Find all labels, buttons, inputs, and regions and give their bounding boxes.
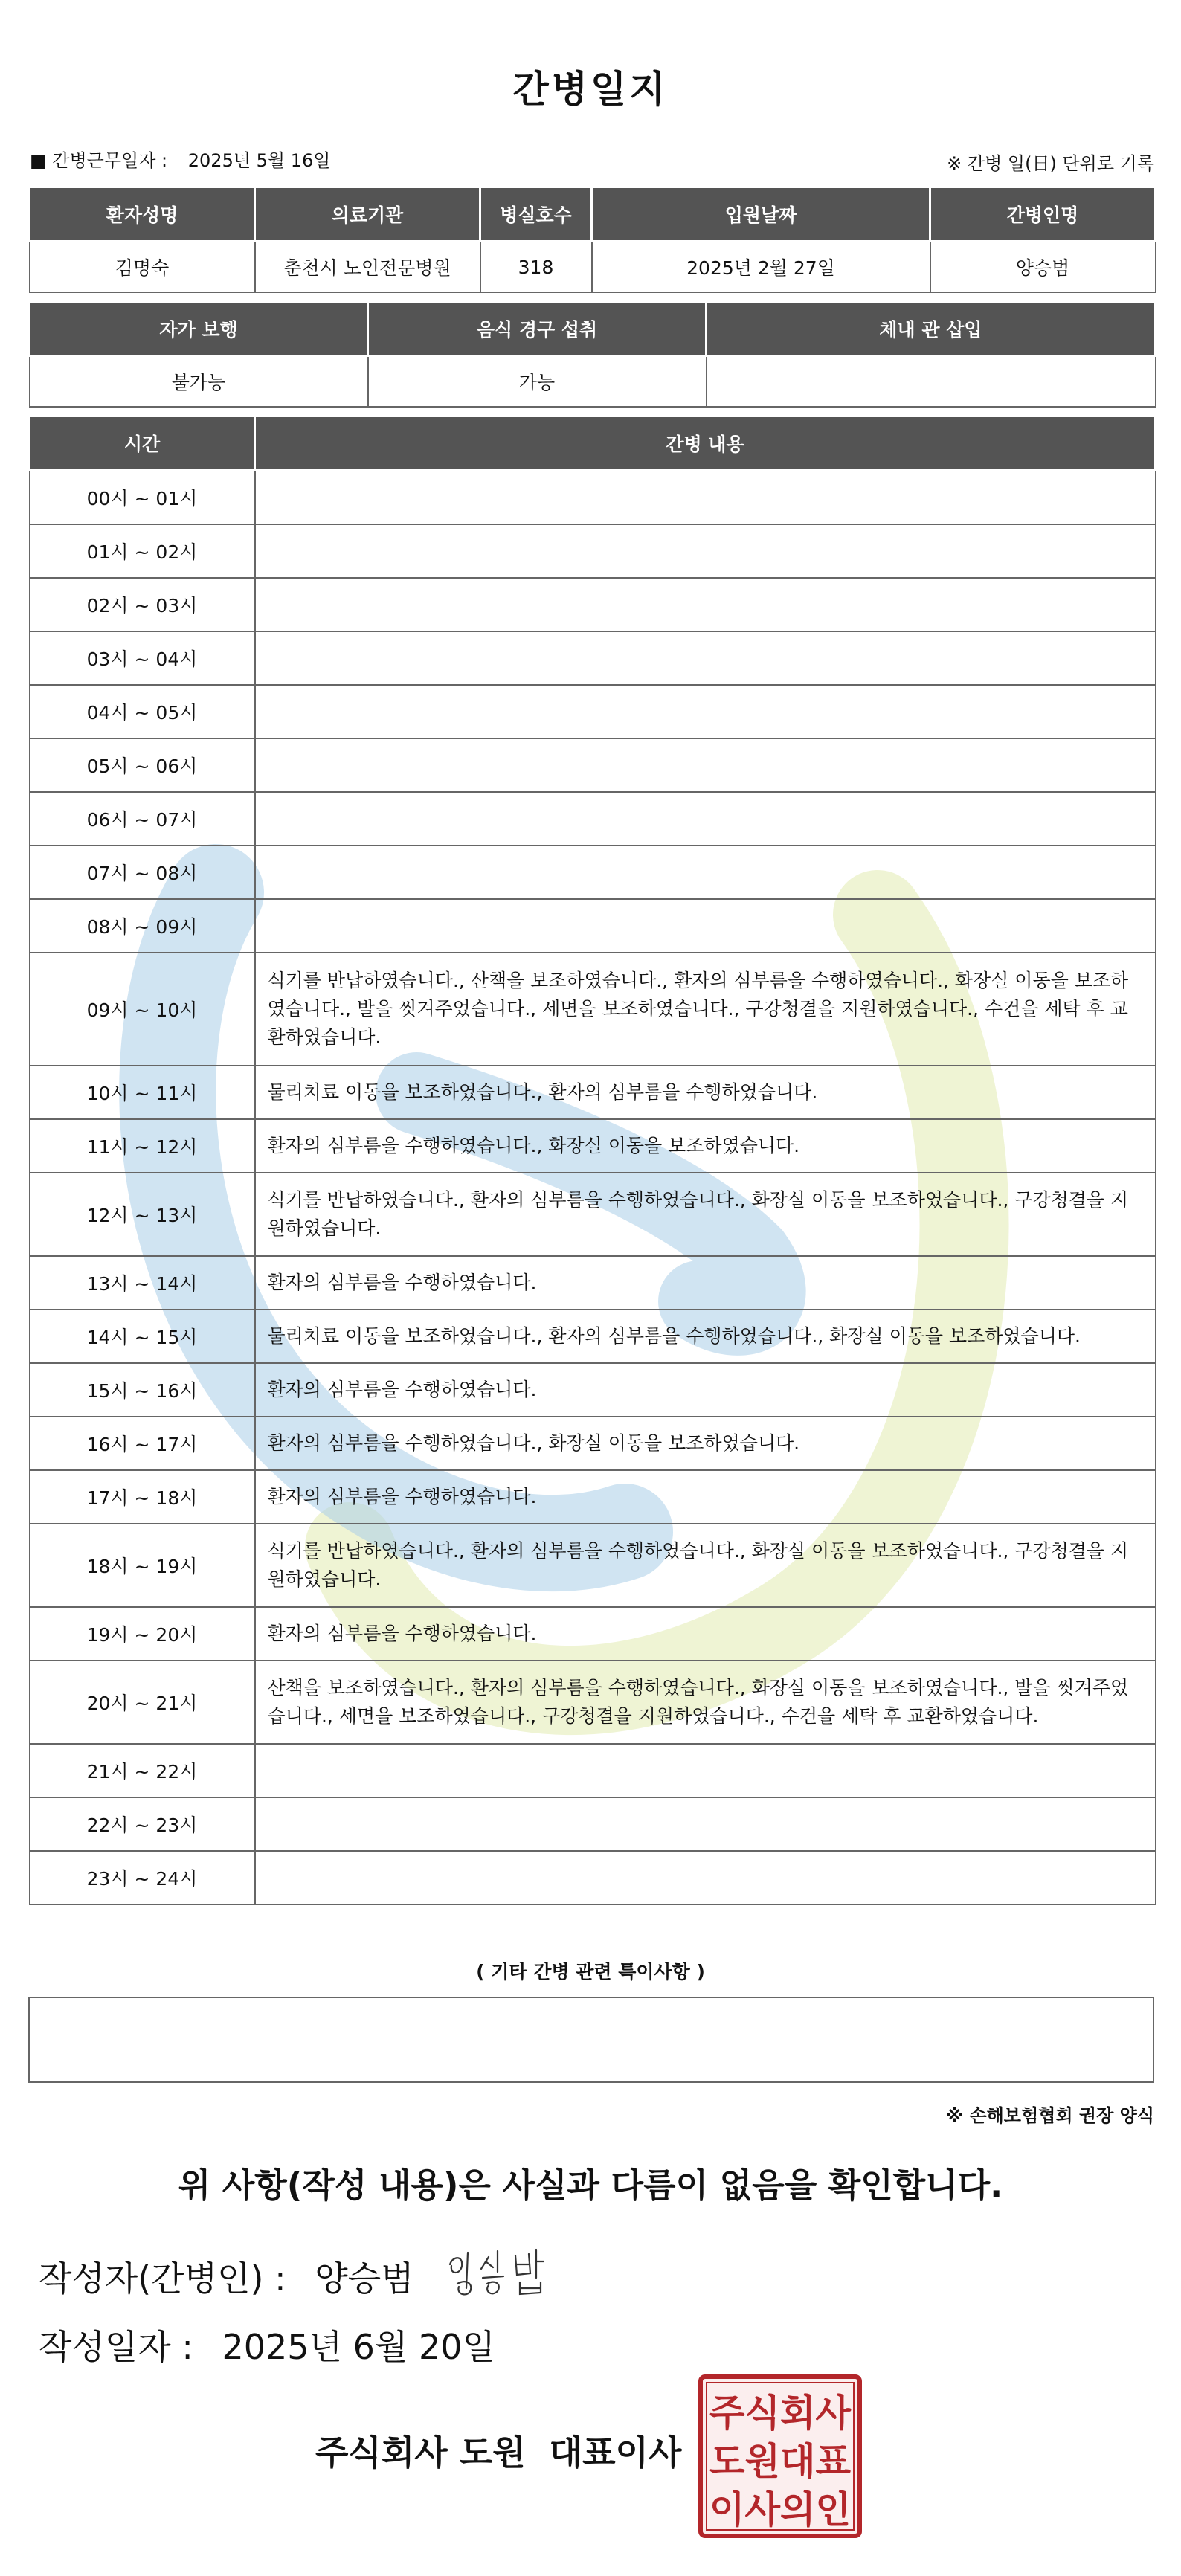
special-notes-heading: ( 기타 간병 관련 특이사항 ) [476,1961,705,1983]
work-date [30,146,330,172]
log-content [255,846,1156,899]
log-time: 02시 ~ 03시 [30,578,255,631]
log-time: 01시 ~ 02시 [30,524,255,578]
log-time: 21시 ~ 22시 [30,1744,255,1797]
log-time: 13시 ~ 14시 [30,1256,255,1310]
log-time: 06시 ~ 07시 [30,792,255,846]
log-content [255,899,1156,953]
header-oral-intake: 음식 경구 섭취 [368,302,707,356]
log-row [30,578,1156,631]
log-row [30,1661,1156,1744]
log-content: 환자의 심부름을 수행하였습니다., 화장실 이동을 보조하였습니다. [255,1119,1156,1173]
patient-name: 김명숙 [30,242,255,293]
log-content [255,1797,1156,1851]
header-time: 시간 [30,416,255,471]
header-patient-name: 환자성명 [30,187,255,242]
log-row [30,1363,1156,1417]
log-time: 09시 ~ 10시 [30,953,255,1066]
svg-text:도원대표: 도원대표 [709,2440,852,2483]
log-content: 환자의 심부름을 수행하였습니다. [255,1607,1156,1661]
log-row [30,1851,1156,1904]
log-time: 05시 ~ 06시 [30,738,255,792]
log-row [30,953,1156,1066]
log-row [30,792,1156,846]
log-time: 22시 ~ 23시 [30,1797,255,1851]
header-tube: 체내 관 삽입 [707,302,1156,356]
log-row [30,1119,1156,1173]
writer-name: 양승범 [315,2258,414,2299]
log-content [255,1851,1156,1904]
oral-intake-value: 가능 [368,356,707,408]
log-content [255,738,1156,792]
log-row [30,685,1156,738]
tube-value [707,356,1156,408]
log-content [255,631,1156,685]
log-row [30,471,1156,525]
caregiver-name: 양승범 [930,242,1156,293]
log-time: 18시 ~ 19시 [30,1524,255,1607]
log-content [255,1744,1156,1797]
svg-text:주식회사: 주식회사 [709,2392,852,2435]
log-content: 환자의 심부름을 수행하였습니다., 화장실 이동을 보조하였습니다. [255,1417,1156,1470]
log-time: 07시 ~ 08시 [30,846,255,899]
header-care-content: 간병 내용 [255,416,1156,471]
log-content: 산책을 보조하였습니다., 환자의 심부름을 수행하였습니다., 화장실 이동을 보조하였습니다., 발을 씻겨주었습니다., 세면을 보조하였습니다., 구강청결을 지원하였습니다., 수건을 세탁 후 교환하였습니다. [255,1661,1156,1744]
log-content: 환자의 심부름을 수행하였습니다. [255,1256,1156,1310]
log-content [255,685,1156,738]
header-room: 병실호수 [480,187,592,242]
log-time: 08시 ~ 09시 [30,899,255,953]
work-date-value: 2025년 5월 16일 [187,150,331,171]
write-date [39,2320,495,2369]
log-time: 19시 ~ 20시 [30,1607,255,1661]
log-row [30,738,1156,792]
log-row [30,846,1156,899]
signature-image [443,2242,569,2302]
log-row [30,1524,1156,1607]
log-time: 04시 ~ 05시 [30,685,255,738]
confirmation-statement: 위 사항(작성 내용)은 사실과 다름이 없음을 확인합니다. [178,2166,1003,2205]
svg-text:이사의인: 이사의인 [709,2488,851,2531]
walking-value: 불가능 [30,356,368,408]
writer-label: 작성자(간병인) : [39,2258,286,2299]
room-number: 318 [480,242,592,293]
log-content [255,471,1156,525]
writer-line [39,2252,414,2301]
log-content [255,792,1156,846]
special-notes-box [28,1997,1154,2083]
log-row [30,1797,1156,1851]
log-time: 03시 ~ 04시 [30,631,255,685]
log-time: 20시 ~ 21시 [30,1661,255,1744]
log-time: 16시 ~ 17시 [30,1417,255,1470]
document-title: 간병일지 [512,68,669,111]
log-row [30,1256,1156,1310]
log-content: 환자의 심부름을 수행하였습니다. [255,1363,1156,1417]
log-time: 14시 ~ 15시 [30,1310,255,1363]
log-time: 11시 ~ 12시 [30,1119,255,1173]
unit-note: ※ 간병 일(日) 단위로 기록 [947,153,1154,174]
work-date-label: ■ 간병근무일자 : [30,150,168,171]
log-content [255,524,1156,578]
company-seal-stamp [698,2374,863,2539]
form-note: ※ 손해보험협회 권장 양식 [945,2105,1154,2126]
condition-table [28,300,1156,408]
log-row [30,1607,1156,1661]
log-row [30,1066,1156,1119]
log-row [30,1173,1156,1256]
log-row [30,1470,1156,1524]
log-row [30,1744,1156,1797]
log-time: 15시 ~ 16시 [30,1363,255,1417]
care-log-table [28,415,1156,1905]
log-row [30,631,1156,685]
header-walking: 자가 보행 [30,302,368,356]
log-content [255,578,1156,631]
log-content: 식기를 반납하였습니다., 산책을 보조하였습니다., 환자의 심부름을 수행하였습니다., 화장실 이동을 보조하였습니다., 발을 씻겨주었습니다., 세면을 보조하였습니다., 구강청결을 지원하였습니다., 수건을 세탁 후 교환하였습니다. [255,953,1156,1066]
header-hospital: 의료기관 [255,187,480,242]
write-date-value: 2025년 6월 20일 [222,2327,495,2367]
log-content: 식기를 반납하였습니다., 환자의 심부름을 수행하였습니다., 화장실 이동을 보조하였습니다., 구강청결을 지원하였습니다. [255,1173,1156,1256]
header-admission-date: 입원날짜 [592,187,930,242]
log-row [30,1310,1156,1363]
company-signature: 주식회사 도원 대표이사 [315,2432,682,2473]
admission-date: 2025년 2월 27일 [592,242,930,293]
log-time: 10시 ~ 11시 [30,1066,255,1119]
log-content: 물리치료 이동을 보조하였습니다., 환자의 심부름을 수행하였습니다., 화장실 이동을 보조하였습니다. [255,1310,1156,1363]
hospital: 춘천시 노인전문병원 [255,242,480,293]
log-row [30,1417,1156,1470]
log-time: 23시 ~ 24시 [30,1851,255,1904]
log-row [30,899,1156,953]
patient-info-table [28,186,1156,293]
log-time: 17시 ~ 18시 [30,1470,255,1524]
log-content: 물리치료 이동을 보조하였습니다., 환자의 심부름을 수행하였습니다. [255,1066,1156,1119]
header-caregiver: 간병인명 [930,187,1156,242]
write-date-label: 작성일자 : [39,2327,193,2367]
log-content: 환자의 심부름을 수행하였습니다. [255,1470,1156,1524]
log-row [30,524,1156,578]
log-time: 12시 ~ 13시 [30,1173,255,1256]
log-time: 00시 ~ 01시 [30,471,255,525]
log-content: 식기를 반납하였습니다., 환자의 심부름을 수행하였습니다., 화장실 이동을 보조하였습니다., 구강청결을 지원하였습니다. [255,1524,1156,1607]
